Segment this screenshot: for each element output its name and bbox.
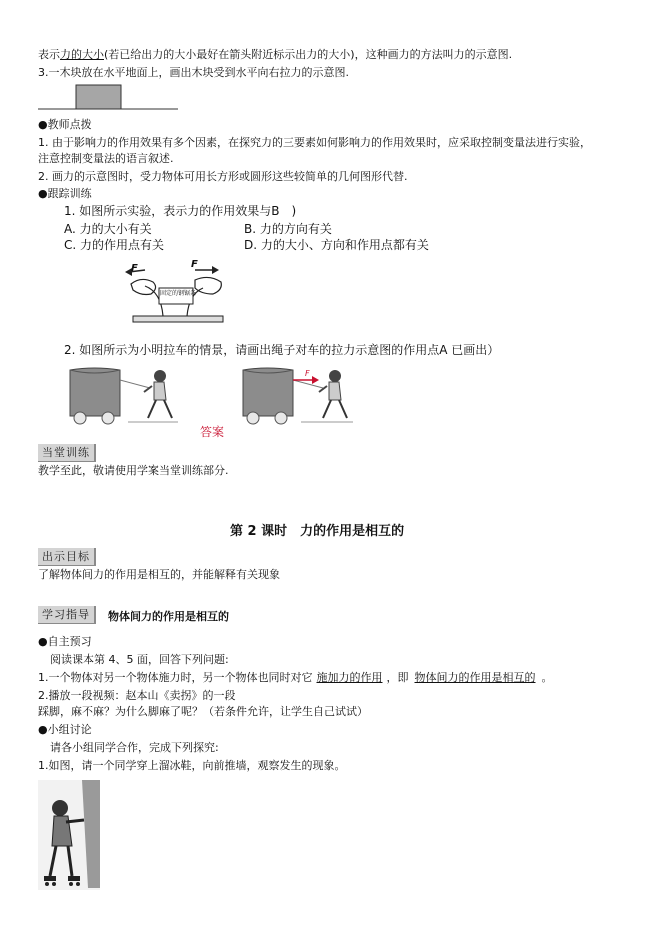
teacher-tips-heading: ●教师点拨 (38, 118, 92, 131)
teacher-tips-p1b: 注意控制变量法的语言叙述. (38, 152, 174, 165)
force-label-left: F (131, 263, 138, 274)
question-2: 2. 如图所示为小明拉车的情景，请画出绳子对车的拉力示意图的作用点A 已画出） (64, 343, 500, 357)
preview-intro: 阅读课本第 4、5 面，回答下列问题: (50, 653, 229, 666)
guide-badge: 学习指导 (38, 606, 96, 624)
answer-label: 答案 (200, 425, 225, 439)
exercise-3: 3.一木块放在水平地面上，画出木块受到水平向右拉力的示意图. (38, 66, 349, 79)
preview-heading: ●自主预习 (38, 635, 92, 648)
force-label-right: F (191, 259, 198, 270)
option-b: B. 力的方向有关 (244, 222, 332, 236)
force-diagram-definition: 表示力的大小(若已给出力的大小最好在箭头附近标示出力的大小)，这种画力的方法叫力的示意图. (38, 48, 513, 61)
pull-force-label: F (305, 369, 310, 378)
cart-pulling-figure-right (241, 364, 353, 426)
guide-title: 物体间力的作用是相互的 (108, 610, 229, 623)
preview-q2b: 踩脚，麻不麻？为什么脚麻了呢？（若条件允许，让学生自己试试） (38, 705, 368, 718)
class-training-badge: 当堂训练 (38, 444, 96, 462)
preview-q2: 2.播放一段视频：赵本山《卖拐》的一段 (38, 689, 236, 702)
follow-training-heading: ●跟踪训练 (38, 187, 92, 200)
class-training-text: 教学至此，敬请使用学案当堂训练部分. (38, 464, 229, 477)
answer-blank-1: 施加力的作用 (316, 671, 383, 684)
discuss-intro: 请各小组同学合作，完成下列探究: (50, 741, 219, 754)
lesson-2-title: 第 2 课时 力的作用是相互的 (230, 524, 405, 539)
option-c: C. 力的作用点有关 (64, 238, 165, 252)
preview-q1: 1.一个物体对另一个物体施力时，另一个物体也同时对它 施加力的作用 ，即 物体间力的作用是相互的 。 (38, 671, 553, 684)
goal-text: 了解物体间力的作用是相互的，并能解释有关现象 (38, 568, 280, 581)
discuss-q1: 1.如图，请一个同学穿上溜冰鞋，向前推墙，观察发生的现象。 (38, 759, 346, 772)
teacher-tips-p2: 2. 画力的示意图时，受力物体可用长方形或圆形这些较简单的几何图形代替. (38, 170, 408, 183)
skater-push-wall-figure (38, 780, 100, 890)
teacher-tips-p1a: 1. 由于影响力的作用效果有多个因素，在探究力的三要素如何影响力的作用效果时，应采取控制变量法进行实验， (38, 136, 591, 149)
block-on-ground-figure (38, 82, 180, 112)
goal-badge: 出示目标 (38, 548, 96, 566)
fixed-saw-caption: 固定的钢锯条 (160, 290, 197, 297)
wooden-block (76, 85, 121, 109)
question-1: 1. 如图所示实验，表示力的作用效果与B ) (64, 204, 297, 218)
underlined-term: 力的大小 (60, 48, 104, 61)
cart-pulling-figure-left (68, 364, 178, 426)
option-d: D. 力的大小、方向和作用点都有关 (244, 238, 429, 252)
answer-blank-2: 物体间力的作用是相互的 (414, 671, 536, 684)
option-a: A. 力的大小有关 (64, 222, 152, 236)
discuss-heading: ●小组讨论 (38, 723, 92, 736)
